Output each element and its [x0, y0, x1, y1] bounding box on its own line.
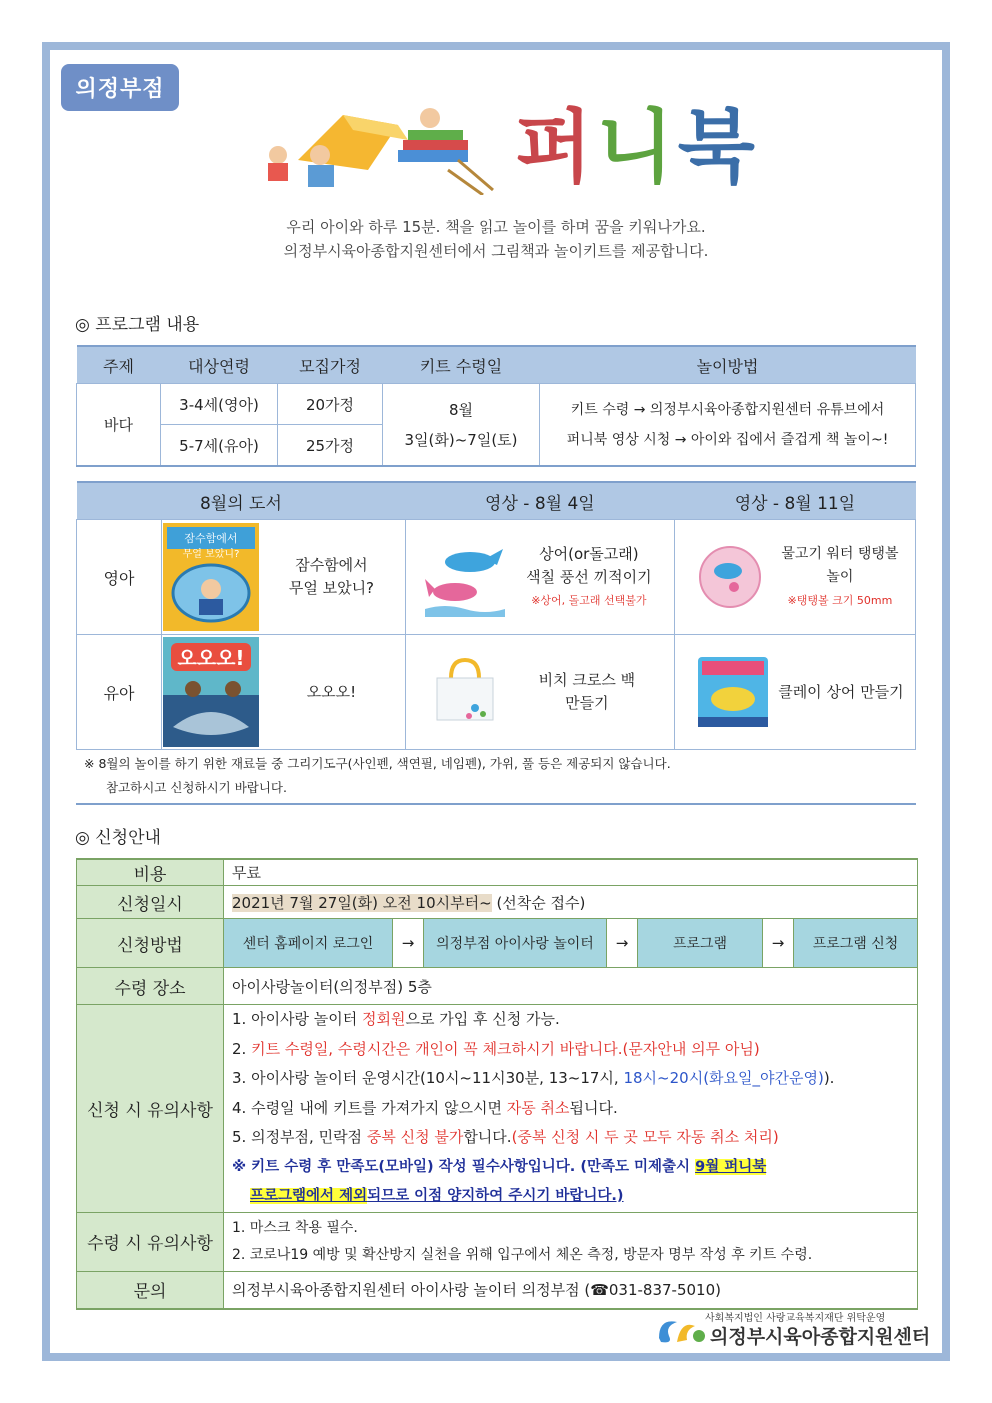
caution-3-a: 3. 아이사랑 놀이터 운영시간(10시~11시30분, 13~17시,	[232, 1069, 624, 1087]
books-header-row	[77, 482, 916, 520]
arrow-3: →	[763, 919, 794, 968]
water-ball-image	[694, 541, 766, 613]
book-title-line-2: 무얼 보았니?	[288, 579, 375, 597]
table-row	[77, 1271, 918, 1309]
video2-toddler-text: 클레이 상어 만들기	[778, 682, 904, 701]
method-label: 신청방법	[77, 919, 224, 968]
title-part-2: 니	[596, 101, 678, 194]
cost-value: 무료	[224, 859, 918, 886]
svg-text:오오오!: 오오오!	[177, 646, 245, 670]
page-title	[515, 98, 759, 198]
date-rest: (선착순 접수)	[496, 893, 586, 912]
table-row	[77, 859, 918, 886]
caution-5-b: 중복 신청 불가	[366, 1128, 464, 1146]
place-value: 아이사랑놀이터(의정부점) 5층	[224, 968, 918, 1005]
header-video-1: 영상 - 8월 4일	[405, 482, 674, 520]
video1-note: ※상어, 돌고래 선택불가	[531, 593, 647, 607]
header-method: 놀이방법	[540, 346, 916, 384]
place-label: 수령 장소	[77, 968, 224, 1005]
caution-5	[232, 1123, 909, 1153]
video2-infant-text	[766, 543, 914, 612]
households-cell: 25가정	[278, 425, 383, 467]
clay-shark-kit-image	[698, 657, 768, 727]
caution-label: 신청 시 유의사항	[77, 1005, 224, 1213]
video1-cell	[405, 635, 674, 750]
caution-1-b: 정회원	[362, 1010, 406, 1028]
arrow-2: →	[607, 919, 638, 968]
book-cover-shark-image	[163, 637, 259, 747]
footer-center-name: 의정부시육아종합지원센터	[710, 1326, 931, 1348]
apply-section-title: ◎ 신청안내	[75, 828, 161, 848]
method-line-2: 퍼니북 영상 시청 → 아이와 집에서 즐겁게 책 놀이~!	[566, 431, 889, 448]
video1-line-1: 상어(or돌고래)	[539, 544, 639, 563]
program-section-title: ◎ 프로그램 내용	[75, 315, 200, 335]
books-table	[76, 481, 916, 750]
caution-5-d: (중복 신청 시 두 곳 모두 자동 취소 처리)	[511, 1128, 779, 1146]
header-video-2: 영상 - 8월 11일	[674, 482, 915, 520]
step-playground: 의정부점 아이사랑 놀이터	[424, 919, 607, 968]
caution-5-a: 5. 의정부점, 민락점	[232, 1128, 367, 1146]
video1-infant-text	[505, 543, 673, 612]
table-row	[77, 635, 916, 750]
video2-cell	[674, 520, 915, 635]
note-line-1: ※ 8월의 놀이를 하기 위한 재료들 중 그리기도구(사인펜, 색연필, 네임펜), 가위, 풀 등은 제공되지 않습니다.	[84, 756, 671, 771]
header-books: 8월의 도서	[77, 482, 406, 520]
table-row	[77, 1212, 918, 1271]
book-title-line-1: 잠수함에서	[295, 556, 368, 574]
book-cell	[162, 635, 406, 750]
video1-cell	[405, 520, 674, 635]
pickup-list	[224, 1212, 918, 1271]
table-row	[77, 384, 916, 425]
header-households: 모집가정	[278, 346, 383, 384]
pickup-1: 1. 마스크 착용 필수.	[232, 1219, 358, 1236]
caution-1-a: 1. 아이사랑 놀이터	[232, 1010, 363, 1028]
title-part-3: 북	[677, 101, 759, 194]
center-logo-icon	[655, 1312, 707, 1348]
video2-line-2: 놀이	[826, 568, 854, 585]
video1-line-1: 비치 크로스 백	[538, 671, 636, 689]
book-cover-submarine-image	[163, 523, 259, 631]
caution-5-c: 합니다.	[463, 1128, 512, 1146]
shark-balloon-image	[425, 537, 505, 617]
svg-text:잠수함에서: 잠수함에서	[184, 532, 238, 545]
row-label: 유아	[77, 635, 162, 750]
step-program: 프로그램	[638, 919, 763, 968]
book-title-infant	[259, 554, 404, 600]
apply-table	[76, 858, 918, 1310]
step-login: 센터 홈페이지 로그인	[224, 919, 393, 968]
intro-line-2: 의정부시육아종합지원센터에서 그림책과 놀이키트를 제공합니다.	[283, 242, 709, 260]
caution-6-a: ※ 키트 수령 후 만족도(모바일) 작성 필수사항입니다. (만족도 미제출시	[232, 1158, 696, 1175]
kit-date-cell	[383, 384, 540, 467]
date-highlight: 2021년 7월 27일(화) 오전 10시부터~	[232, 893, 492, 912]
contact-label: 문의	[77, 1271, 224, 1309]
caution-1-c: 으로 가입 후 신청 가능.	[405, 1010, 560, 1028]
arrow-1: →	[393, 919, 424, 968]
svg-text:무얼 보았니?: 무얼 보았니?	[182, 549, 240, 560]
method-line-1: 키트 수령 → 의정부시육아종합지원센터 유튜브에서	[570, 401, 885, 418]
pickup-2: 2. 코로나19 예방 및 확산방지 실천을 위해 입구에서 체온 측정, 방문자 명부 작성 후 키트 수령.	[232, 1246, 813, 1263]
video1-line-2: 만들기	[565, 694, 609, 712]
caution-2-a: 2.	[232, 1039, 252, 1058]
caution-4-a: 4. 수령일 내에 키트를 가져가지 않으시면	[232, 1098, 507, 1117]
caution-2-b: 키트 수령일, 수령시간은 개인이 꼭 체크하시기 바랍니다.(문자안내 의무 아님)	[251, 1039, 760, 1058]
date-cell	[224, 886, 918, 919]
materials-note	[84, 752, 671, 800]
cost-label: 비용	[77, 859, 224, 886]
caution-1	[232, 1005, 909, 1035]
step-apply: 프로그램 신청	[794, 919, 918, 968]
caution-3	[232, 1064, 909, 1094]
divider	[76, 803, 916, 805]
header-age: 대상연령	[161, 346, 278, 384]
footer-operator: 사회복지법인 사랑교육복지재단 위탁운영	[705, 1313, 886, 1324]
table-row	[77, 520, 916, 635]
caution-4	[232, 1094, 909, 1124]
table-row	[77, 968, 918, 1005]
video1-line-2: 색칠 풍선 끼적이기	[526, 567, 652, 586]
caution-list	[224, 1005, 918, 1213]
kit-date-line-1: 8월	[448, 400, 474, 419]
contact-value: 의정부시육아종합지원센터 아이사랑 놀이터 의정부점 (☎031-837-5010)	[224, 1271, 918, 1309]
households-cell: 20가정	[278, 384, 383, 425]
pickup-label: 수령 시 유의사항	[77, 1212, 224, 1271]
date-label: 신청일시	[77, 886, 224, 919]
branch-badge: 의정부점	[61, 64, 179, 111]
caution-6	[232, 1153, 909, 1212]
title-part-1: 퍼	[515, 101, 597, 194]
intro-line-1: 우리 아이와 하루 15분. 책을 읽고 놀이를 하며 꿈을 키워나가요.	[286, 218, 706, 236]
video2-cell	[674, 635, 915, 750]
theme-cell: 바다	[77, 384, 161, 467]
method-cell	[540, 384, 916, 467]
row-label: 영아	[77, 520, 162, 635]
caution-4-b: 자동 취소	[506, 1098, 570, 1117]
beach-bag-image	[429, 656, 501, 728]
caution-3-c: ).	[823, 1069, 835, 1087]
table-row	[77, 886, 918, 919]
note-line-2: 참고하시고 신청하시기 바랍니다.	[106, 780, 287, 795]
book-cell	[162, 520, 406, 635]
video2-line-1: 물고기 워터 탱탱볼	[781, 545, 899, 562]
caution-4-c: 됩니다.	[569, 1098, 618, 1117]
video2-note: ※탱탱볼 크기 50mm	[787, 593, 893, 607]
program-header-row	[77, 346, 916, 384]
header-theme: 주제	[77, 346, 161, 384]
header-kit-date: 키트 수령일	[383, 346, 540, 384]
age-cell: 3-4세(영아)	[161, 384, 278, 425]
book-title-toddler: 오오오!	[306, 682, 357, 701]
intro-text	[0, 215, 992, 263]
caution-6-b: 9월 퍼니북	[695, 1158, 767, 1175]
caution-6-c: 프로그램에서 제외	[250, 1188, 368, 1204]
table-row	[77, 1005, 918, 1213]
caution-3-b: 18시~20시(화요일_야간운영)	[623, 1069, 824, 1087]
caution-2	[232, 1035, 909, 1065]
program-table	[76, 345, 916, 467]
caution-6-d: 되므로 이점 양지하여 주시기 바랍니다.)	[367, 1188, 624, 1204]
video1-toddler-text	[501, 669, 673, 715]
table-row	[77, 919, 918, 968]
age-cell: 5-7세(유아)	[161, 425, 278, 467]
kit-date-line-2: 3일(화)~7일(토)	[404, 430, 518, 449]
reading-children-illustration	[258, 100, 498, 195]
